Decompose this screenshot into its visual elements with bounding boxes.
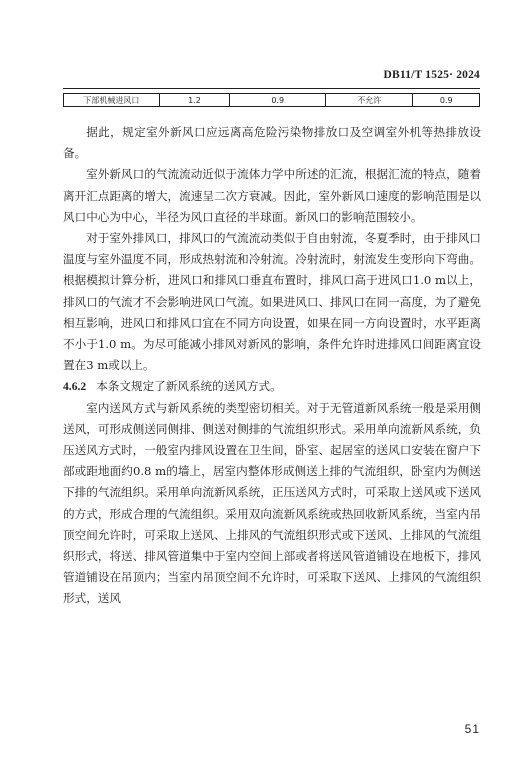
table-cell: 0.9 (413, 94, 480, 107)
paragraph: 据此，规定室外新风口应远离高危险污染物排放口及空调室外机等热排放设备。 (63, 125, 481, 161)
page-number: 51 (464, 722, 480, 736)
paragraph: 室内送风方式与新风系统的类型密切相关。对于无管道新风系统一般是采用侧送风，可形成侧送同侧排、侧送对侧排的气流组织形式。采用单向流新风系统，负压送风方式时，一般室内排风设置在卫生间，卧室、起居室的送风口安装在窗户下部或距地面约0.8 m的墙上，居室内整体形成侧送上排的气流组织，卧室内为侧送下排的气流组织。采用单向流新风系统，正压送风方式时，可采取上送风或下送风的方式，形成合理的气流组织。采用双向流新风系统或热回收新风系统，当室内吊顶空间允许时，可采取上送风、上排风的气流组织形式或下送风、上排风的气流组织形式，将送、排风管道集中于室内空间上部或者将送风管道铺设在地板下，排风管道铺设在吊顶内；当室内吊顶空间不允许时，可采取下送风、上排风的气流组织形式，送风 (63, 400, 481, 606)
paragraph: 对于室外排风口，排风口的气流流动类似于自由射流，冬夏季时，由于排风口温度与室外温度不同，形成热射流和冷射流。冷射流时，射流发生变形向下弯曲。根据模拟计算分析，进风口和排风口垂直布置时，排风口高于进风口1.0 m以上，排风口的气流才不会影响进风口气流。如果进风口、排风口在同一高度，为了避免相互影响，进风口和排风口宜在不同方向设置，如果在同一方向设置时，水平距离不小于1.0 m。为尽可能减小排风对新风的影响，条件允许时进排风口间距离宜设置在3 m或以上。 (63, 231, 481, 373)
body-text (63, 122, 481, 610)
section-heading (63, 376, 481, 397)
table-cell: 下部机械进风口 (64, 94, 160, 107)
table-cell: 不允许 (326, 94, 413, 107)
table-cell: 1.2 (159, 94, 230, 107)
table-row (64, 94, 480, 107)
section-title: 本条文规定了新风系统的送风方式。 (96, 379, 282, 394)
section-number: 4.6.2 (63, 380, 87, 394)
data-table (63, 93, 480, 107)
document-code: DB11/T 1525· 2024 (383, 69, 480, 81)
paragraph: 室外新风口的气流流动近似于流体力学中所述的汇流，根据汇流的特点，随着离开汇点距离的增大，流速呈二次方衰减。因此，室外新风口速度的影响范围是以风口中心为中心，半径为风口直径的半球面。新风口的影响范围较小。 (63, 167, 481, 224)
header-divider (63, 88, 480, 89)
table-cell: 0.9 (230, 94, 326, 107)
